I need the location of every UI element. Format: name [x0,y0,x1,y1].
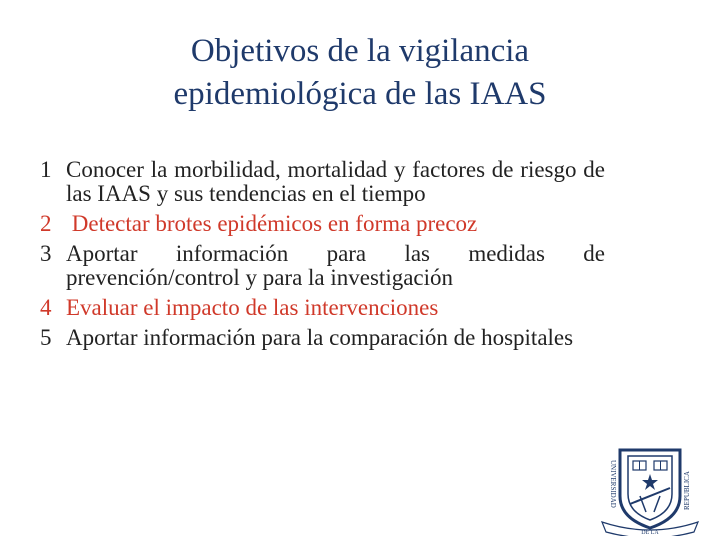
crest-text-bottom: DE LA [641,530,659,536]
list-item-number: 5 [40,325,52,350]
list-item-number: 4 [40,295,52,320]
crest-svg [598,446,702,536]
list-item [40,242,605,290]
list-item-text: Conocer la morbilidad, mortalidad y factores de riesgo de las IAAS y sus tendencias en el tiempo [66,157,605,206]
list-item-text: Aportar información para las medidas de prevención/control y para la investigación [66,241,605,290]
list-item-text: Aportar información para la comparación de hospitales [66,325,574,350]
list-item [40,326,605,350]
crest-text-right: REPUBLICA [683,471,691,510]
list-item [40,212,605,236]
objectives-list [40,158,605,356]
crest-text-left: UNIVERSIDAD [609,460,617,508]
slide-title [0,30,720,116]
list-item-number: 2 [40,211,52,236]
university-crest-icon [598,446,702,536]
list-item-number: 1 [40,157,52,182]
list-item-text: Detectar brotes epidémicos en forma precoz [66,211,478,236]
slide-title-line-1: Objetivos de la vigilancia [190,33,530,69]
list-item-text: Evaluar el impacto de las intervenciones [66,295,439,320]
slide-title-line-2: epidemiológica de las IAAS [173,75,547,112]
list-item-number: 3 [40,241,52,266]
list-item [40,296,605,320]
list-item [40,158,605,206]
